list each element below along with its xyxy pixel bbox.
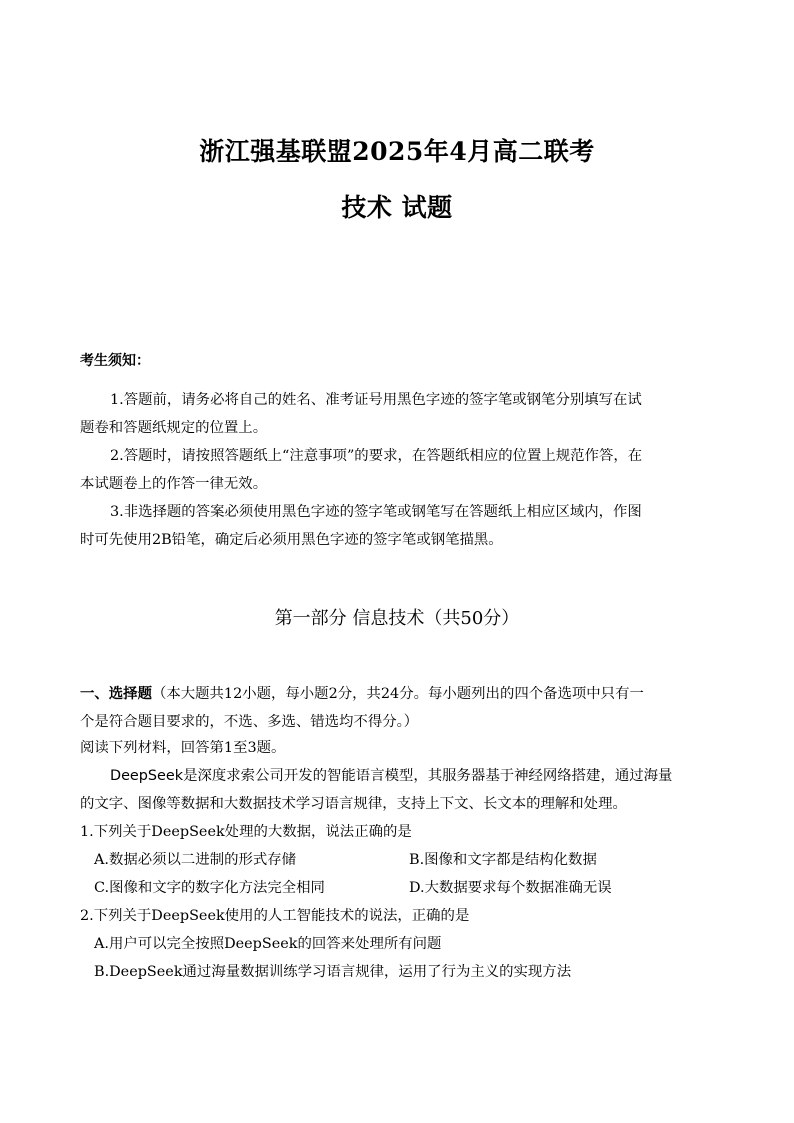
material-line-1 xyxy=(110,762,672,790)
question-1-option-b: B.图像和文字都是结构化数据 xyxy=(409,852,597,868)
choice-desc-line-2: 个是符合题目要求的，不选、多选、错选均不得分。） xyxy=(80,714,419,730)
notice-item-3-line-1: 3.非选择题的答案必须使用黑色字迹的签字笔或钢笔写在答题纸上相应区域内，作图 xyxy=(110,504,642,520)
read-hint: 阅读下列材料，回答第1至3题。 xyxy=(80,740,286,756)
choice-heading: 一、选择题 xyxy=(80,685,152,702)
choice-desc-line-1: （本大题共12小题，每小题2分，共24分。每小题列出的四个备选项中只有一 xyxy=(151,686,644,702)
notice-item-3-line-2: 时可先使用2B铅笔，确定后必须用黑色字迹的签字笔或钢笔描黑。 xyxy=(80,532,503,548)
notice-item-1-line-2: 题卷和答题纸规定的位置上。 xyxy=(80,420,268,436)
question-1-option-d: D.大数据要求每个数据准确无误 xyxy=(409,880,612,896)
notice-item-2-line-2: 本试题卷上的作答一律无效。 xyxy=(80,476,268,492)
question-1-stem: 1.下列关于DeepSeek处理的大数据，说法正确的是 xyxy=(80,824,412,840)
question-2-option-b: B.DeepSeek通过海量数据训练学习语言规律，运用了行为主义的实现方法 xyxy=(94,964,572,980)
question-2-stem: 2.下列关于DeepSeek使用的人工智能技术的说法，正确的是 xyxy=(80,908,470,924)
material-line-1-rest: 是深度求索公司开发的智能语言模型，其服务器基于神经网络搭建，通过海量 xyxy=(183,768,673,784)
notice-item-2-line-1: 2.答题时，请按照答题纸上“注意事项”的要求，在答题纸相应的位置上规范作答，在 xyxy=(110,448,643,464)
notice-heading: 考生须知： xyxy=(80,353,150,369)
question-1-option-a: A.数据必须以二进制的形式存储 xyxy=(94,852,297,868)
exam-title: 浙江强基联盟2025年4月高二联考 xyxy=(199,137,595,166)
question-1-option-c: C.图像和文字的数字化方法完全相同 xyxy=(94,880,325,896)
part-one-title: 第一部分 信息技术（共50分） xyxy=(274,608,520,629)
material-brand: DeepSeek xyxy=(110,768,184,784)
notice-item-1-line-1: 1.答题前，请务必将自己的姓名、准考证号用黑色字迹的签字笔或钢笔分别填写在试 xyxy=(110,392,642,408)
choice-section-line-1 xyxy=(80,680,644,708)
question-2-option-a: A.用户可以完全按照DeepSeek的回答来处理所有问题 xyxy=(94,936,442,952)
material-line-2: 的文字、图像等数据和大数据技术学习语言规律，支持上下文、长文本的理解和处理。 xyxy=(80,796,627,812)
exam-subtitle: 技术 试题 xyxy=(341,193,453,222)
